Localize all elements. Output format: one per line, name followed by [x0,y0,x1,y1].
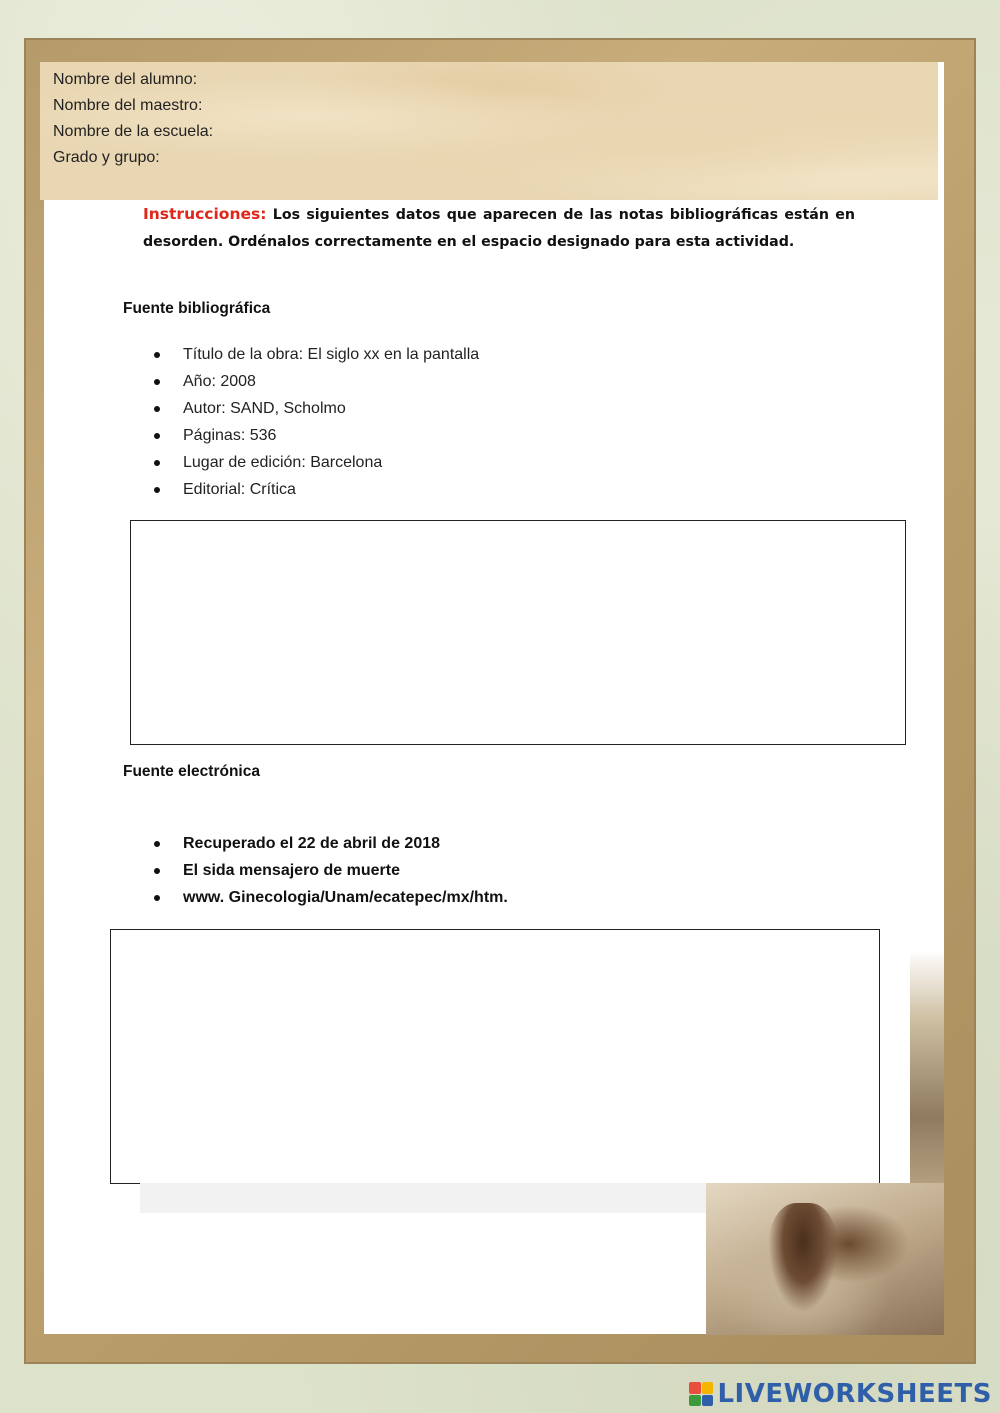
list-item: www. Ginecologia/Unam/ecatepec/mx/htm. [152,884,508,911]
liveworksheets-watermark[interactable] [689,1377,992,1411]
instructions-paragraph [143,201,855,256]
bibliographic-source-title: Fuente bibliográfica [123,300,271,317]
electronic-source-title: Fuente electrónica [123,763,260,780]
list-item: Autor: SAND, Scholmo [152,395,479,422]
logo-square-blue [702,1395,714,1407]
logo-square-yellow [702,1382,714,1394]
list-item: Páginas: 536 [152,422,479,449]
student-name-label: Nombre del alumno: [53,71,198,88]
instructions-label: Instrucciones: [143,205,267,223]
electronic-answer-box[interactable] [110,929,880,1184]
list-item: Recuperado el 22 de abril de 2018 [152,830,508,857]
list-item: Lugar de edición: Barcelona [152,449,479,476]
list-item: El sida mensajero de muerte [152,857,508,884]
bibliographic-items-list [152,341,479,503]
list-item: Título de la obra: El siglo xx en la pantalla [152,341,479,368]
watermark-text: LIVEWORKSHEETS [717,1379,992,1409]
list-item: Año: 2008 [152,368,479,395]
logo-square-red [689,1382,701,1394]
decorative-edge-image [910,950,944,1190]
instructions-text: Los siguientes datos que aparecen de las notas bibliográficas están en desorden. Ordénalos correctamente en el espacio designado para esta actividad. [143,207,855,250]
school-name-label: Nombre de la escuela: [53,123,214,140]
grade-group-label: Grado y grupo: [53,149,160,166]
liveworksheets-logo-icon [689,1382,713,1406]
statue-figure [768,1203,838,1313]
teacher-name-label: Nombre del maestro: [53,97,203,114]
bibliographic-answer-box[interactable] [130,520,906,745]
logo-square-green [689,1395,701,1407]
electronic-items-list [152,830,508,911]
list-item: Editorial: Crítica [152,476,479,503]
statue-image [706,1183,944,1335]
